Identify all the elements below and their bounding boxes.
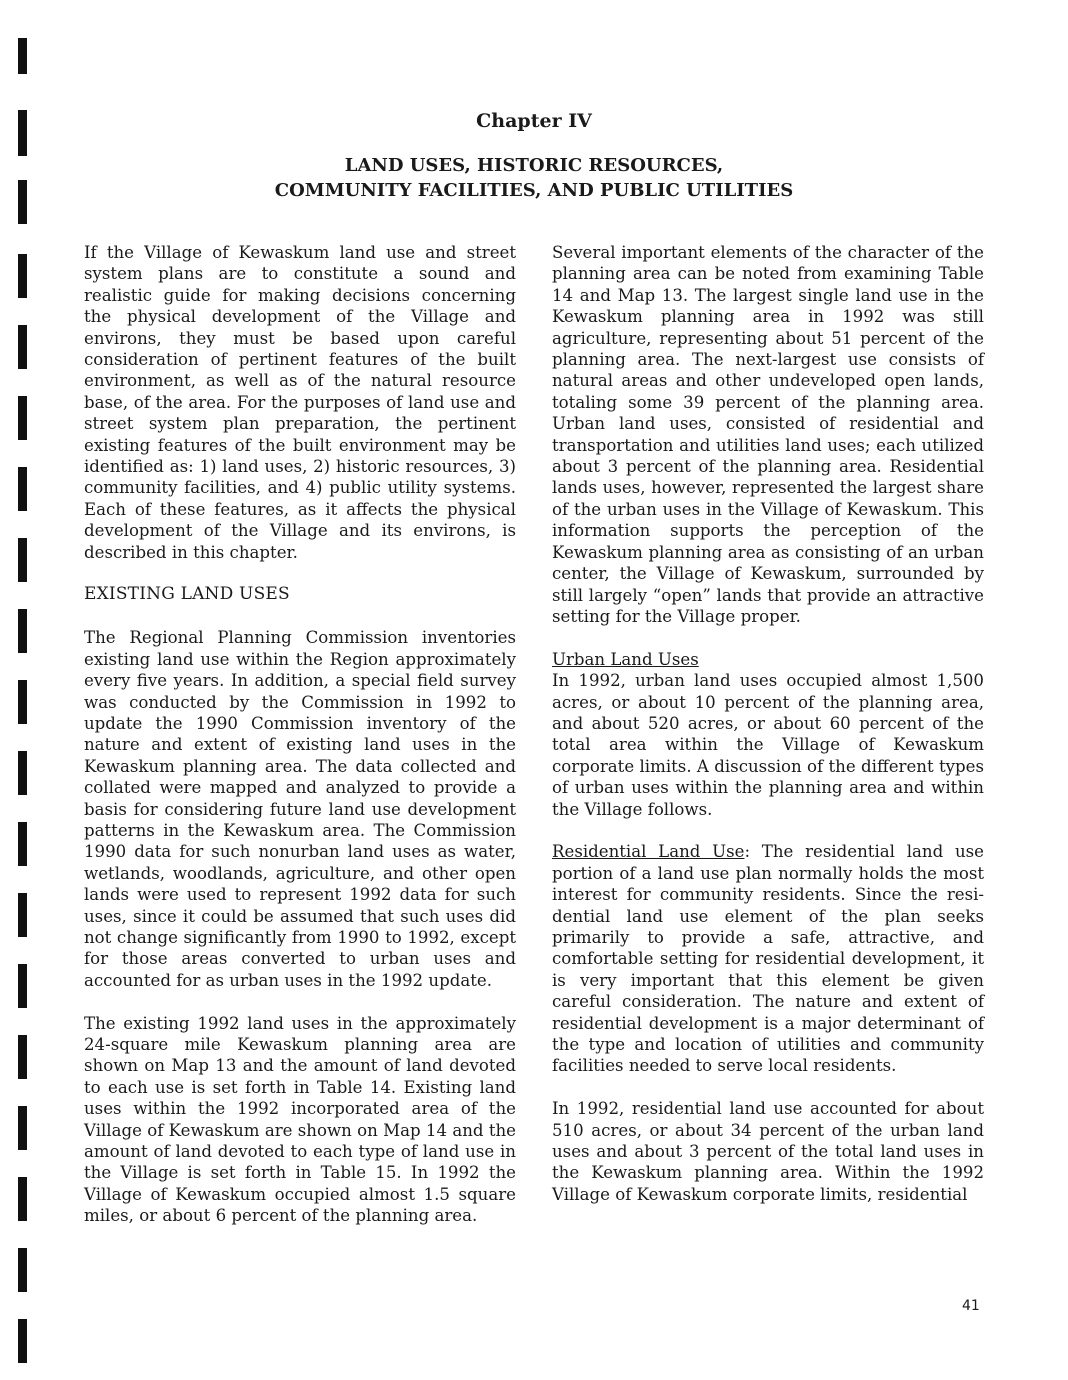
binding-mark: [18, 1248, 27, 1292]
binding-mark: [18, 1106, 27, 1150]
binding-mark: [18, 1177, 27, 1221]
binding-mark: [18, 609, 27, 653]
subheading-residential-land-use: Residential Land Use: [552, 842, 745, 862]
binding-mark: [18, 822, 27, 866]
binding-mark: [18, 751, 27, 795]
chapter-label: Chapter IV: [476, 110, 592, 132]
right-column: [552, 242, 984, 1227]
binding-mark: [18, 396, 27, 440]
left-column: [84, 242, 516, 1248]
chapter-title-line-1: LAND USES, HISTORIC RESOURCES,: [344, 155, 724, 176]
binding-mark: [18, 680, 27, 724]
binding-mark: [18, 467, 27, 511]
binding-mark: [18, 538, 27, 582]
paragraph: Several important elements of the character of the planning area can be noted from examining Table 14 and Map 13. The largest single land use in the Kewaskum planning area in 1992 was still agriculture, representing about 51 percent of the planning area. The next-largest use consists of natural areas and other undeveloped open lands, totaling some 39 percent of the planning area. Urban land uses, consisted of residential and transportation and utilities land uses; each utilized about 3 percent of the planning area. Residential lands uses, however, represented the largest share of the urban uses in the Village of Kewaskum. This information supports the perception of the Kewaskum planning area as consisting of an urban center, the Village of Kewaskum, surrounded by still largely “open” lands that provide an attractive setting for the Village proper.: [552, 243, 984, 626]
residential-land-use-section: [552, 841, 984, 1076]
chapter-title: [0, 153, 1068, 203]
page-number: 41: [962, 1298, 980, 1314]
intro-paragraph: If the Village of Kewaskum land use and street system plans are to constitute a sound and realistic guide for making decisions concerning the physical development of the Village and environs, they must be based upon careful consideration of pertinent features of the built environment, as well as of the natural resource base, of the area. For the purposes of land use and street system plan preparation, the pertinent existing features of the built environment may be identified as: 1) land uses, 2) historic resources, 3) community facilities, and 4) public utility systems. Each of these features, as it affects the physical development of the Village and its environs, is described in this chapter.: [84, 243, 516, 562]
binding-mark: [18, 893, 27, 937]
binding-mark: [18, 254, 27, 298]
paragraph: The existing 1992 land uses in the approximately 24-square mile Kewaskum planning area are shown on Map 13 and the amount of land devoted to each use is set forth in Table 14. Existing land uses within the 1992 incorporated area of the Village of Kewaskum are shown on Map 14 and the amount of land devoted to each type of land use in the Village is set forth in Table 15. In 1992 the Village of Kewaskum occupied almost 1.5 square miles, or about 6 percent of the planning area.: [84, 1013, 516, 1226]
binding-mark: [18, 1319, 27, 1363]
paragraph: In 1992, residential land use accounted for about 510 acres, or about 34 percent of the urban land uses and about 3 percent of the total land uses in the Kewaskum planning area. Within the 1992 Village of Kewaskum corporate limits, residential: [552, 1099, 984, 1204]
urban-land-uses-text: In 1992, urban land uses occupied almost 1,500 acres, or about 10 percent of the planning area, and about 520 acres, or about 60 percent of the total area within the Village of Kewaskum corporate limits. A discussion of the different types of urban uses within the planning area and within the Village follows.: [552, 671, 984, 819]
binding-mark: [18, 325, 27, 369]
section-heading-existing-land-uses: EXISTING LAND USES: [84, 584, 290, 605]
chapter-title-line-2: COMMUNITY FACILITIES, AND PUBLIC UTILITIES: [274, 180, 794, 201]
urban-land-uses-section: [552, 649, 984, 820]
subheading-urban-land-uses: Urban Land Uses: [552, 649, 699, 669]
paragraph: The Regional Planning Commission inventories existing land use within the Region approximately every five years. In addition, a special field survey was conducted by the Commission in 1992 to update the 1990 Commission inventory of the nature and extent of existing land uses in the Kewaskum planning area. The data collected and collated were mapped and analyzed to provide a basis for considering future land use development patterns in the Kewaskum area. The Commission 1990 data for such nonurban land uses as water, wetlands, woodlands, agriculture, and other open lands were used to represent 1992 data for such uses, since it could be assumed that such uses did not change significantly from 1990 to 1992, except for those areas converted to urban uses and accounted for as urban uses in the 1992 update.: [84, 628, 516, 990]
binding-mark: [18, 38, 27, 74]
binding-mark: [18, 1035, 27, 1079]
binding-mark: [18, 964, 27, 1008]
residential-land-use-text: : The residential land use portion of a land use plan normally holds the most interest for community residents. Since the residential land use element of the plan seeks primarily to provide a safe, attractive, and comfortable setting for residential development, it is very important that this element be given careful consideration. The nature and extent of residential development is a major determinant of the type and location of utilities and community facilities needed to serve local residents.: [552, 842, 984, 1076]
